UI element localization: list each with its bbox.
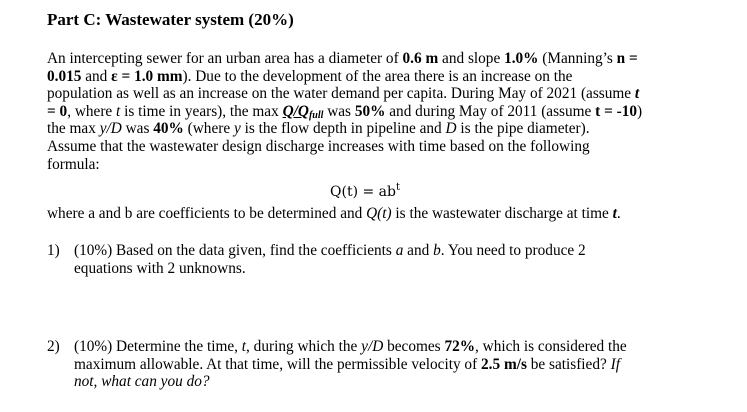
statement-line-7: formula:	[47, 155, 100, 173]
question-line: equations with 2 unknowns.	[74, 259, 246, 277]
text-run: and	[81, 67, 112, 85]
discharge-formula	[330, 183, 400, 201]
text-run: was	[323, 102, 355, 120]
diameter-value: 0.6 m	[402, 50, 439, 67]
text-run: is time in years), the max	[120, 102, 283, 120]
section-heading: Part C: Wastewater system (20%)	[47, 10, 294, 29]
text-run-italic: If	[610, 355, 620, 373]
question-line	[74, 338, 627, 356]
text-run: and	[403, 242, 434, 259]
text-run: (Manning’s	[538, 50, 617, 67]
text-run: is the pipe diameter).	[456, 120, 590, 138]
text-run: and during May of 2011 (assume	[385, 102, 596, 120]
slope-value: 1.0%	[504, 50, 539, 67]
question-number: 1)	[47, 242, 60, 259]
text-run: was	[121, 120, 154, 138]
problem-statement	[47, 50, 707, 173]
formula-exponent: t	[395, 182, 400, 193]
flow-depth-variable: y	[233, 120, 241, 138]
text-run: ). Due to the development of the area there is an increase on the	[182, 67, 573, 85]
text-run: (10%) Based on the data given, find the coefficients	[74, 242, 396, 259]
text-run: , where	[67, 102, 117, 120]
text-run: . You need to produce 2	[440, 242, 586, 259]
question-line	[74, 373, 627, 391]
permissible-velocity: 2.5 m/s	[481, 355, 527, 373]
time-variable: t	[612, 205, 617, 222]
statement-line-4	[47, 103, 707, 121]
q-ratio-2021: 50%	[354, 102, 386, 120]
statement-line-2	[47, 68, 707, 86]
text-run: is the flow depth in pipeline and	[240, 120, 446, 138]
statement-line-5	[47, 120, 707, 138]
time-variable: t	[116, 102, 121, 120]
text-run: where a and b are coefficients to be determined and	[47, 205, 367, 222]
roughness-value: ε = 1.0 mm	[111, 67, 183, 85]
text-run: and slope	[438, 50, 505, 67]
text-run: becomes	[383, 338, 445, 355]
depth-ratio-label: y/D	[99, 120, 122, 138]
text-run: is the wastewater discharge at time	[391, 205, 613, 222]
q-ratio-label: Q/Q	[282, 102, 309, 120]
formula-explanation	[47, 205, 621, 223]
question-line	[74, 356, 627, 374]
question-body	[74, 242, 586, 277]
question-body	[74, 338, 627, 391]
text-run: )	[637, 102, 643, 120]
time-variable: t	[241, 338, 247, 355]
text-run: maximum allowable. At that time, will the permissible velocity of	[74, 355, 481, 373]
text-run-italic: not, what can you do?	[74, 373, 210, 391]
text-run: (10%) Determine the time,	[74, 338, 242, 355]
text-run: (where	[183, 120, 234, 138]
manning-n-label: n =	[616, 50, 638, 67]
statement-line-1	[47, 50, 707, 68]
q-full-subscript: full	[308, 109, 324, 121]
text-run: , during which the	[246, 338, 362, 355]
time-zero: = 0	[47, 102, 68, 120]
manning-n-value: 0.015	[47, 67, 82, 85]
depth-ratio-label: y/D	[361, 338, 384, 355]
question-number: 2)	[47, 338, 60, 355]
text-run: population as well as an increase on the water demand per capita. During May of 2021 (assume	[47, 85, 635, 103]
statement-line-3	[47, 85, 707, 103]
depth-ratio-2011: 40%	[153, 120, 184, 138]
diameter-variable: D	[445, 120, 457, 138]
question-line	[74, 242, 586, 260]
discharge-function: Q(t)	[366, 205, 392, 222]
time-variable: t	[634, 85, 640, 103]
text-run: .	[616, 205, 621, 222]
max-depth-ratio: 72%	[444, 338, 476, 355]
coefficient-a: a	[395, 242, 404, 259]
formula-base: Q(t) = ab	[330, 184, 396, 200]
text-run: the max	[47, 120, 100, 138]
text-run: , which is considered the	[475, 338, 627, 355]
statement-line-6: Assume that the wastewater design discharge increases with time based on the following	[47, 137, 590, 155]
time-2011: t = -10	[595, 102, 638, 120]
text-run: be satisfied?	[526, 355, 611, 373]
text-run: An intercepting sewer for an urban area has a diameter of	[47, 50, 403, 67]
coefficient-b: b	[433, 242, 441, 259]
